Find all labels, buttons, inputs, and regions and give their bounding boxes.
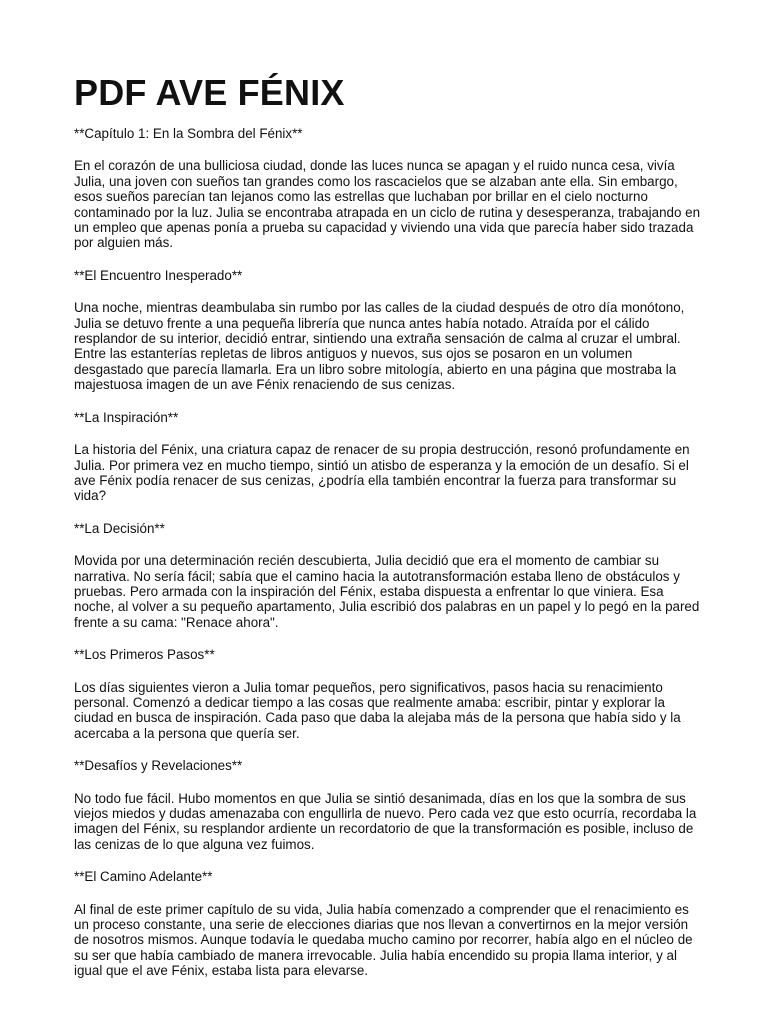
document-page (74, 72, 704, 996)
section-heading-desafios: **Desafíos y Revelaciones** (74, 758, 243, 774)
section-heading-chapter-1: **Capítulo 1: En la Sombra del Fénix** (74, 126, 303, 141)
section-heading-inspiracion: **La Inspiración** (74, 409, 179, 425)
document-title: PDF AVE FÉNIX (74, 72, 345, 113)
section-heading-primeros-pasos: **Los Primeros Pasos** (74, 647, 215, 663)
section-paragraph-camino: Al final de este primer capítulo de su vida, Julia había comenzado a comprender que el renacimiento es un proceso constante, una serie de elecciones diarias que nos llevan a convertirnos en la mejor versión de nosotros mismos. Aunque todavía le quedaba mucho camino por recorrer, había algo en el núcleo de su ser que había cambiado de manera irrevocable. Julia había encendido su propia llama interior, y al igual que el ave Fénix, estaba lista para elevarse. (74, 901, 693, 979)
section-paragraph-inspiracion: La historia del Fénix, una criatura capaz de renacer de su propia destrucción, resonó profundamente en Julia. Por primera vez en mucho tiempo, sintió un atisbo de esperanza y la emoción de un desafío. Si el ave Fénix podía renacer de sus cenizas, ¿podría ella también encontrar la fuerza para transformar su vida? (74, 442, 690, 504)
section-paragraph-decision: Movida por una determinación recién descubierta, Julia decidió que era el momento de cambiar su narrativa. No sería fácil; sabía que el camino hacia la autotransformación estaba lleno de obstáculos y pruebas. Pero armada con la inspiración del Fénix, estaba dispuesta a enfrentar lo que viniera. Esa noche, al volver a su pequeño apartamento, Julia escribió dos palabras en un papel y lo pegó en la pared frente a su cama: "Renace ahora". (74, 553, 700, 630)
section-paragraph-desafios: No todo fue fácil. Hubo momentos en que Julia se sintió desanimada, días en los que la sombra de sus viejos miedos y dudas amenazaba con engullirla de nuevo. Pero cada vez que esto ocurría, recordaba la imagen del Fénix, su resplandor ardiente un recordatorio de que la transformación es posible, incluso de las cenizas de lo que alguna vez fuimos. (74, 790, 697, 852)
section-heading-decision: **La Decisión** (74, 520, 165, 536)
section-heading-camino: **El Camino Adelante** (74, 869, 213, 885)
section-paragraph-encuentro: Una noche, mientras deambulaba sin rumbo por las calles de la ciudad después de otro día monótono, Julia se detuvo frente a una pequeña librería que nunca antes había notado. Atraída por el cálido resplandor de su interior, decidió entrar, sintiendo una extraña sensación de calma al cruzar el umbral. Entre las estanterías repletas de libros antiguos y nuevos, sus ojos se posaron en un volumen desgastado que parecía llamarla. Era un libro sobre mitología, abierto en una página que mostraba la majestuosa imagen de un ave Fénix renaciendo de sus cenizas. (74, 300, 685, 393)
section-heading-encuentro: **El Encuentro Inesperado** (74, 267, 243, 283)
section-paragraph-chapter-1: En el corazón de una bulliciosa ciudad, donde las luces nunca se apagan y el ruido nunca cesa, vivía Julia, una joven con sueños tan grandes como los rascacielos que se alzaban ante ella. Sin embargo, esos sueños parecían tan lejanos como las estrellas que luchaban por brillar en el cielo nocturno contaminado por la luz. Julia se encontraba atrapada en un ciclo de rutina y desesperanza, trabajando en un empleo que apenas ponía a prueba su capacidad y viviendo una vida que parecía haber sido trazada por alguien más. (74, 158, 701, 251)
section-paragraph-primeros-pasos: Los días siguientes vieron a Julia tomar pequeños, pero significativos, pasos hacia su renacimiento personal. Comenzó a dedicar tiempo a las cosas que realmente amaba: escribir, pintar y explorar la ciudad en busca de inspiración. Cada paso que daba la alejaba más de la persona que había sido y la acercaba a la persona que quería ser. (74, 679, 681, 741)
